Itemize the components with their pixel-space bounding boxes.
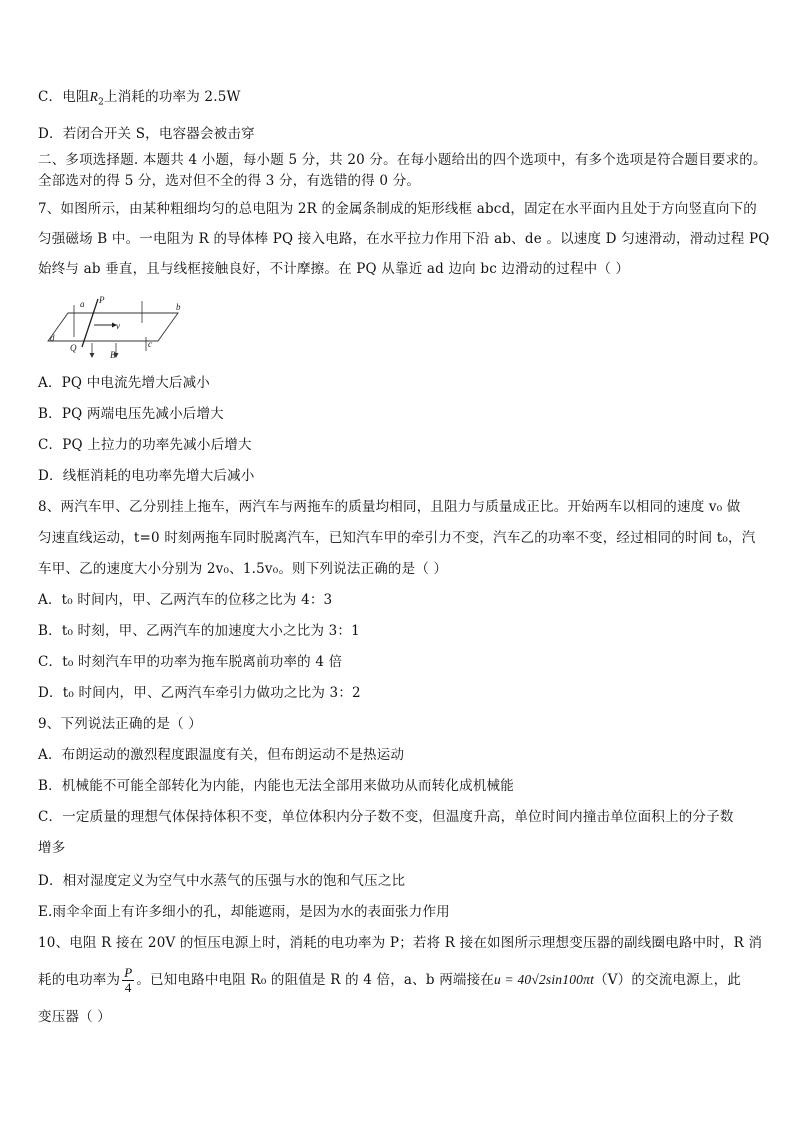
q9-option-c: C．一定质量的理想气体保持体积不变，单位体积内分子数不变，但温度升高，单位时间内撞击单位面积上的分子数: [38, 809, 734, 825]
q10-line2-middle: 。已知电路中电阻 R₀ 的阻值是 R 的 4 倍，a、b 两端接在: [136, 972, 495, 988]
q8-option-b: B．t₀ 时刻，甲、乙两汽车的加速度大小之比为 3：1: [38, 623, 360, 639]
q7-option-b: B．PQ 两端电压先减小后增大: [38, 406, 224, 422]
label-B: B: [110, 350, 116, 360]
q9-stem: 9、下列说法正确的是（ ）: [38, 716, 202, 732]
q8-stem-line1: 8、两汽车甲、乙分别挂上拖车，两汽车与两拖车的质量均相同，且阻力与质量成正比。开始两车以相同的速度 v₀ 做: [38, 499, 741, 515]
field-arrowhead-3: [90, 353, 95, 358]
section2-line2: 全部选对的得 5 分，选对但不全的得 3 分，有选错的得 0 分。: [38, 173, 421, 189]
q7-stem-line3: 始终与 ab 垂直，且与线框接触良好，不计摩擦。在 PQ 从靠近 ad 边向 bc 边滑动的过程中（ ）: [38, 261, 630, 277]
q8-stem-line2: 匀速直线运动，t=0 时刻两拖车同时脱离汽车，已知汽车甲的牵引力不变，汽车乙的功率不变，经过相同的时间 t₀，汽: [38, 530, 756, 546]
q7-stem-line1: 7、如图所示，由某种粗细均匀的总电阻为 2R 的金属条制成的矩形线框 abcd，固定在水平面内且处于方向竖直向下的: [38, 201, 758, 217]
q9-option-c-cont: 增多: [38, 840, 66, 856]
q6-option-c-symbol: R: [89, 89, 99, 104]
q6-option-c: [38, 88, 241, 106]
q10-line2-prefix: 耗的电功率为: [38, 972, 121, 988]
q7-figure-diagram: [46, 293, 196, 363]
q7-option-c: C．PQ 上拉力的功率先减小后增大: [38, 437, 252, 453]
label-q: Q: [70, 343, 77, 353]
label-d: d: [50, 333, 55, 343]
q10-voltage-formula: u = 40√2sin100πt: [494, 972, 595, 987]
q6-option-c-suffix: 上消耗的功率为 2.5W: [104, 89, 241, 105]
q8-option-a: A．t₀ 时间内，甲、乙两汽车的位移之比为 4：3: [38, 592, 333, 608]
q10-stem-line3: 变压器（ ）: [38, 1009, 111, 1025]
q6-option-c-subscript: 2: [98, 97, 105, 108]
q8-stem-line3: 车甲、乙的速度大小分别为 2v₀、1.5v₀。则下列说法正确的是（ ）: [38, 561, 448, 577]
q10-fraction: [122, 966, 134, 995]
label-b: b: [176, 302, 181, 312]
q9-option-b: B．机械能不可能全部转化为内能，内能也无法全部用来做功从而转化成机械能: [38, 778, 514, 794]
label-p: P: [99, 295, 105, 305]
q9-option-a: A．布朗运动的激烈程度跟温度有关，但布朗运动不是热运动: [38, 747, 405, 763]
label-v: v: [116, 321, 120, 331]
section2-line1: 二、多项选择题. 本题共 4 小题，每小题 5 分，共 20 分。在每小题给出的四个选项中，有多个选项是符合题目要求的。: [38, 152, 767, 168]
q8-option-c: C．t₀ 时刻汽车甲的功率为拖车脱离前功率的 4 倍: [38, 654, 343, 670]
q7-option-d: D．线框消耗的电功率先增大后减小: [38, 468, 255, 484]
q8-option-d: D．t₀ 时间内，甲、乙两汽车牵引力做功之比为 3：2: [38, 685, 361, 701]
q6-option-c-prefix: C．电阻: [38, 89, 90, 105]
q10-line2-suffix: （V）的交流电源上，此: [594, 972, 741, 988]
q9-option-e: E.雨伞伞面上有许多细小的孔，却能遮雨，是因为水的表面张力作用: [38, 904, 450, 920]
q10-fraction-numerator: P: [124, 965, 133, 980]
q10-fraction-denominator: 4: [124, 980, 132, 995]
q7-option-a: A．PQ 中电流先增大后减小: [38, 375, 210, 391]
q9-option-d: D．相对湿度定义为空气中水蒸气的压强与水的饱和气压之比: [38, 873, 406, 889]
q10-stem-line1: 10、电阻 R 接在 20V 的恒压电源上时，消耗的电功率为 P；若将 R 接在如图所示理想变压器的副线圈电路中时，R 消: [38, 935, 763, 951]
label-c: c: [148, 339, 152, 349]
q7-stem-line2: 匀强磁场 B 中。一电阻为 R 的导体棒 PQ 接入电路，在水平拉力作用下沿 ab、de 。以速度 D 匀速滑动，滑动过程 PQ: [38, 231, 770, 247]
q10-stem-line2: [38, 966, 741, 995]
q6-option-d: D．若闭合开关 S，电容器会被击穿: [38, 126, 255, 142]
label-a: a: [80, 299, 85, 309]
